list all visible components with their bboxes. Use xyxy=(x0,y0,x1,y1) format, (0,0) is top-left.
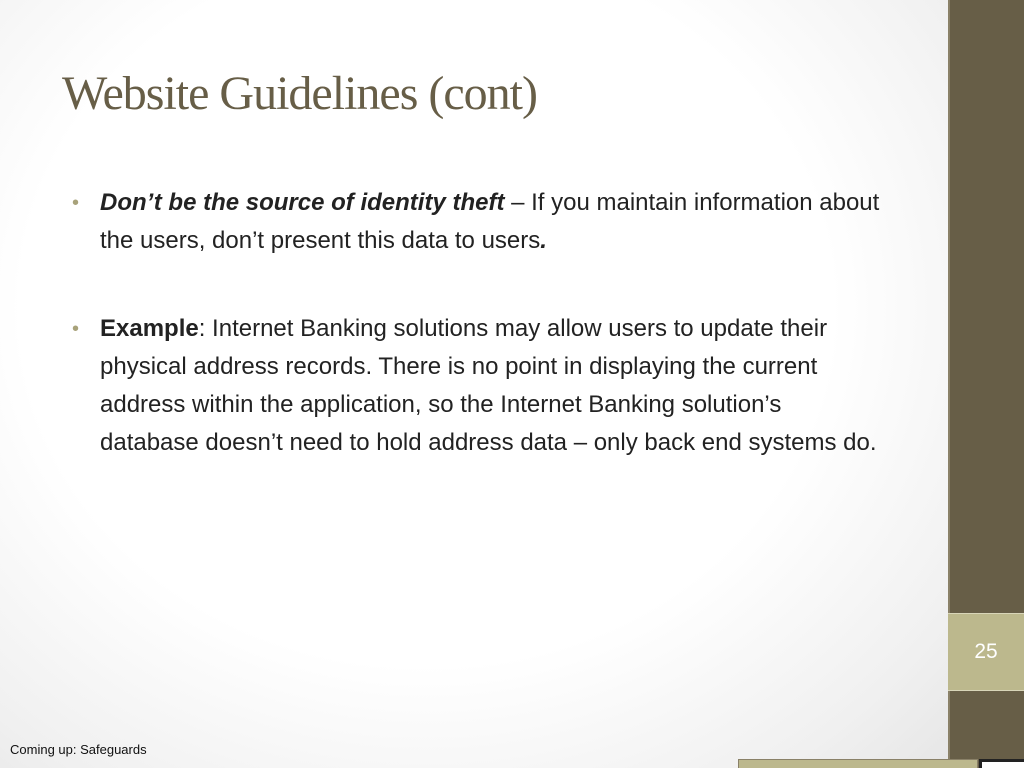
bullet-lead: Example xyxy=(100,315,199,342)
slide-content xyxy=(72,184,882,462)
bottom-tab xyxy=(738,759,978,768)
bullet-dot-icon: • xyxy=(72,318,80,340)
page-number-box xyxy=(948,613,1024,691)
bullet-example xyxy=(72,310,882,462)
bullet-dot-icon: • xyxy=(72,192,80,214)
slide-title: Website Guidelines (cont) xyxy=(62,67,537,120)
bullet-identity-theft xyxy=(72,184,882,260)
page-number: 25 xyxy=(974,640,998,663)
bottom-corner-box xyxy=(979,759,1024,768)
bullet-lead: Don’t be the source of identity theft xyxy=(100,189,505,216)
footer-coming-up: Coming up: Safeguards xyxy=(10,742,147,757)
bullet-body: : Internet Banking solutions may allow users to update their physical address records. There is no point in displaying the current address within the application, so the Internet Banking solution’s database doesn’t need to hold address data – only back end systems do. xyxy=(100,315,877,456)
bullet-tail: . xyxy=(540,227,547,254)
bullet-body: – If you maintain information about the users, don’t present this data to users xyxy=(100,189,880,254)
